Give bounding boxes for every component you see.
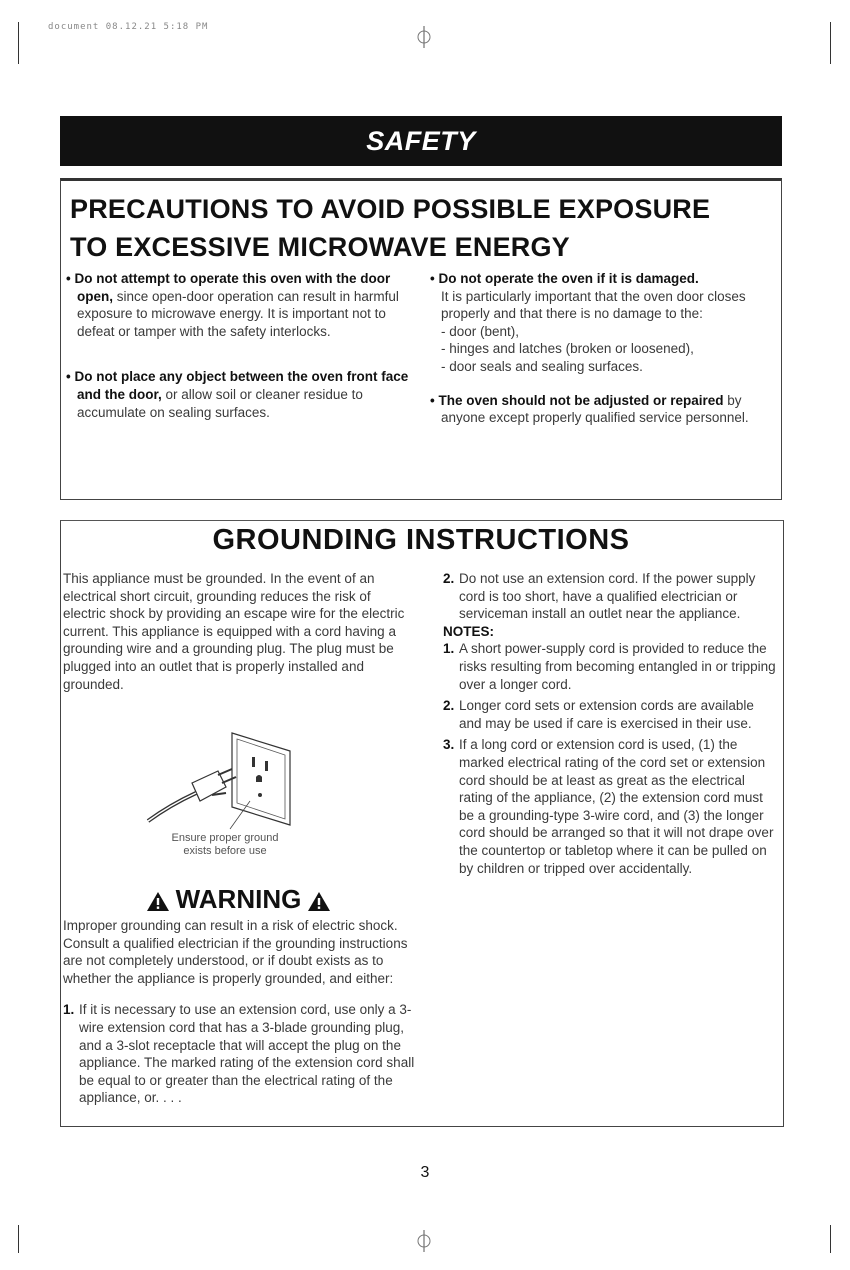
warning-triangle-icon [146, 891, 170, 912]
warning-text: Improper grounding can result in a risk of electric shock. Consult a qualified electrician if the grounding instructions are not completely understood, or if doubt exists as to whether the appliance is properly grounded, and either: 1. If it is necessary to use an extension cord, use only a 3-wire extension cord that has a 3-blade grounding plug, and a 3-slot receptacle that will accept the plug on the appliance. The marked rating of the extension cord shall be equal to or greater than the electrical rating of the appliance, or. . . . [63, 917, 418, 1107]
notes-heading: NOTES: [443, 623, 495, 639]
precaution-item: • Do not place any object between the oven front face and the door, or allow soil or cleaner residue to accumulate on sealing surfaces. [66, 369, 409, 420]
precaution-item: • Do not attempt to operate this oven with the door open, since open-door operation can result in harmful exposure to microwave energy. It is important not to defeat or tamper with the safety interlocks. [66, 271, 399, 339]
warning-triangle-icon [307, 891, 331, 912]
precautions-title: PRECAUTIONS TO AVOID POSSIBLE EXPOSURE TO EXCESSIVE MICROWAVE ENERGY [70, 194, 711, 262]
page-number: 3 [420, 1164, 430, 1181]
grounding-option-item: 2. Do not use an extension cord. If the power supply cord is too short, have a qualified electrician or serviceman install an outlet near the appliance. [443, 571, 756, 622]
crop-line-bottom-left [18, 1225, 19, 1253]
crop-line-top-right [830, 22, 831, 64]
note-item: 1. A short power-supply cord is provided to reduce the risks resulting from becoming entangled in or tripping over a longer cord. [443, 641, 776, 692]
crop-line-bottom-right [830, 1225, 831, 1253]
grounding-intro: This appliance must be grounded. In the event of an electrical short circuit, grounding reduces the risk of electric shock by providing an escape wire for the electric current. This appliance is equipped with a cord having a grounding wire and a grounding plug. The plug must be plugged into an outlet that is properly installed and grounded. [63, 571, 405, 692]
safety-banner [60, 116, 782, 166]
grounding-option-item: 1. If it is necessary to use an extension cord, use only a 3-wire extension cord that has a 3-blade grounding plug, and a 3-slot receptacle that will accept the plug on the appliance. The marked rating of the extension cord shall be equal to or greater than the electrical rating of the appliance, or. . . . [63, 1002, 415, 1106]
precautions-right-column [430, 270, 775, 427]
warning-heading: WARNING [60, 884, 417, 915]
grounded-plug-illustration [140, 725, 300, 831]
precautions-left-column [66, 270, 416, 449]
precaution-item: • Do not operate the oven if it is damaged. It is particularly important that the oven door closes properly and that there is no damage to the: - door (bent), - hinges and latches (broken or loosened), - door seals and sealing surfaces. [430, 270, 775, 376]
note-item: 3. If a long cord or extension cord is used, (1) the marked electrical rating of the cord set or extension cord should be at least as great as the electrical rating of the appliance, (2) the extension cord must be a grounding-type 3-wire cord, and (3) the longer cord should be arranged so that it will not drape over the countertop or tabletop where it can be pulled on by children or tripped over accidentally. [443, 737, 774, 876]
damage-list: - door (bent), - hinges and latches (broken or loosened), - door seals and sealing surfaces. [441, 323, 694, 374]
registration-mark-icon [413, 26, 435, 48]
precaution-item: • The oven should not be adjusted or repaired by anyone except properly qualified service personnel. [430, 392, 749, 426]
grounding-right-column [443, 570, 778, 877]
banner-title: SAFETY [366, 125, 476, 156]
figure-caption: Ensure proper ground exists before use [171, 832, 279, 857]
grounding-title: GROUNDING INSTRUCTIONS [212, 524, 630, 556]
registration-mark-icon [413, 1230, 435, 1252]
note-item: 2. Longer cord sets or extension cords are available and may be used if care is exercised in their use. [443, 698, 754, 731]
print-meta-text: document 08.12.21 5:18 PM [48, 22, 209, 32]
crop-line-top-left [18, 22, 19, 64]
